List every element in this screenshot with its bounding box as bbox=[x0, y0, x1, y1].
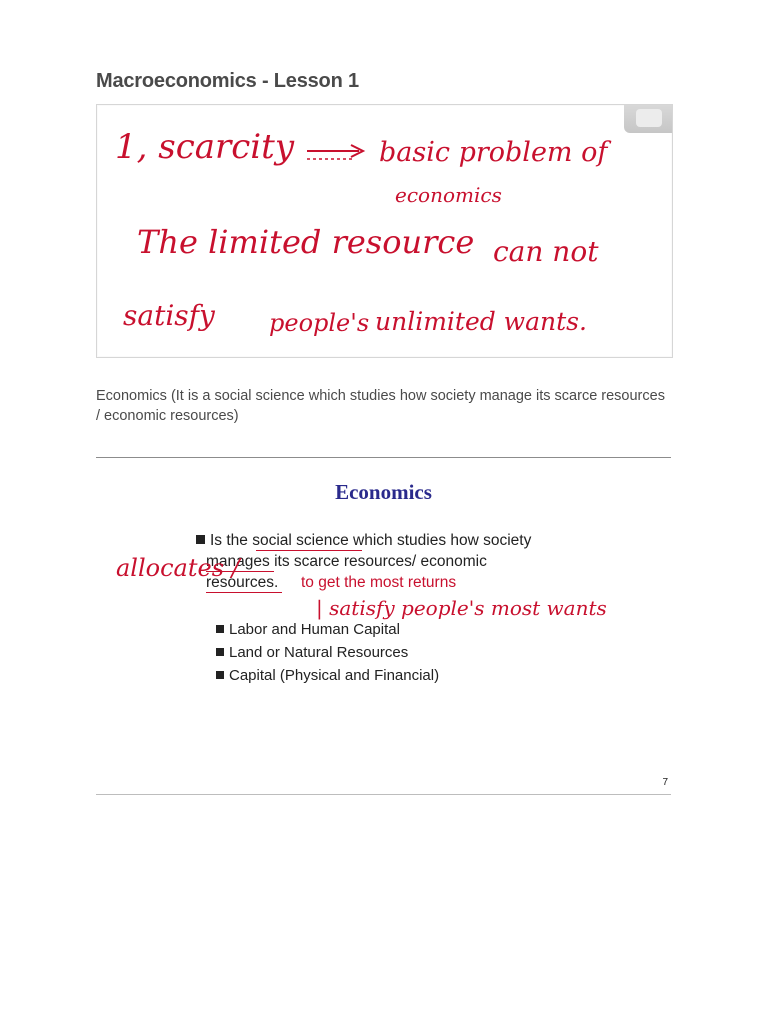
double-arrow-icon bbox=[305, 143, 367, 167]
economics-description: Economics (It is a social science which studies how society manage its scarce resources / economic resources) bbox=[96, 388, 665, 424]
social-science-underline bbox=[256, 550, 362, 551]
economics-slide-image bbox=[96, 457, 671, 795]
resources-underline bbox=[206, 592, 282, 593]
slide-red-note: to get the most returns bbox=[301, 574, 457, 591]
square-bullet-icon bbox=[216, 671, 224, 679]
handwritten-allocates: allocates / bbox=[116, 554, 240, 582]
square-bullet-icon bbox=[216, 625, 224, 633]
handwritten-note-image bbox=[96, 104, 673, 358]
slide-page-number: 7 bbox=[662, 777, 668, 788]
note-peoples-text: people's bbox=[269, 309, 370, 337]
bullet-text-start: Is the bbox=[210, 532, 253, 549]
sub-bullet-labor: Labor and Human Capital bbox=[216, 621, 400, 638]
sub-bullet-capital: Capital (Physical and Financial) bbox=[216, 667, 439, 684]
note-economics-text: economics bbox=[395, 183, 502, 207]
note-limited-resource-text: The limited resource bbox=[137, 223, 475, 261]
square-bullet-icon bbox=[196, 535, 205, 544]
slide-line-resources: resources. bbox=[206, 574, 279, 591]
image-options-button[interactable] bbox=[624, 105, 672, 133]
note-basic-problem-text: basic problem of bbox=[379, 137, 608, 168]
page-title: Macroeconomics - Lesson 1 bbox=[96, 70, 359, 92]
handwritten-satisfy-wants: | satisfy people's most wants bbox=[316, 596, 607, 620]
note-satisfy-text: satisfy bbox=[123, 299, 215, 332]
note-can-not-text: can not bbox=[493, 235, 599, 268]
square-bullet-icon bbox=[216, 648, 224, 656]
note-scarcity-text: 1, scarcity bbox=[115, 127, 295, 167]
bullet-text-social-science: social science bbox=[252, 532, 349, 549]
slide-main-bullet bbox=[196, 532, 531, 550]
slide-line-manages: manages its scarce resources/ economic bbox=[206, 553, 487, 570]
slide-title: Economics bbox=[335, 480, 432, 504]
note-unlimited-wants-text: unlimited wants. bbox=[375, 307, 587, 336]
sub-bullet-land: Land or Natural Resources bbox=[216, 644, 408, 661]
bullet-text-end: which studies how society bbox=[348, 532, 532, 549]
